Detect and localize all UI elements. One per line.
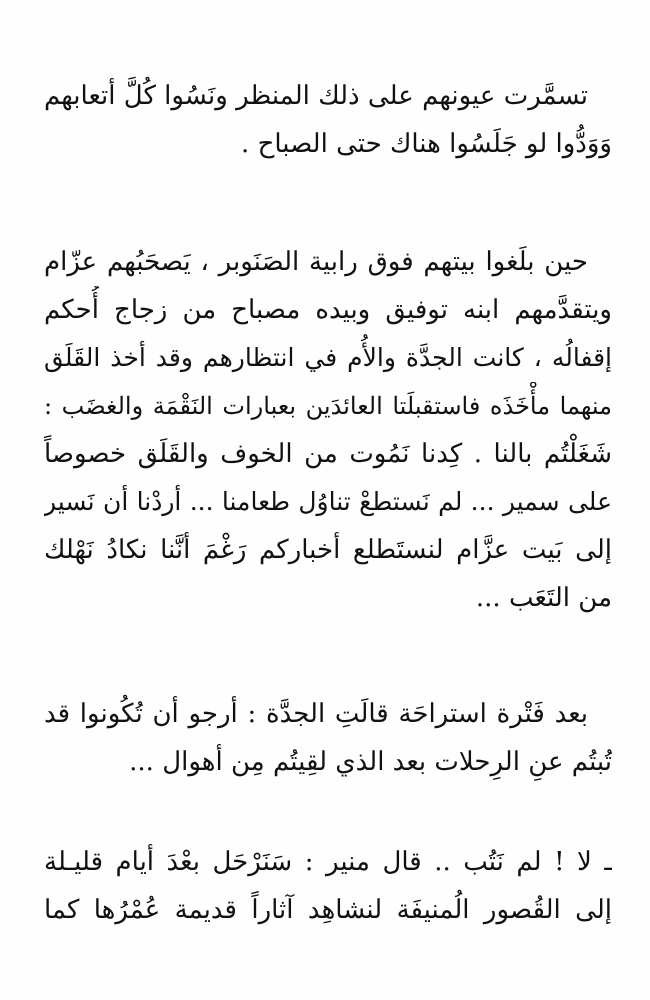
text-line: وَوَدُّوا لو جَلَسُوا هناك حتى الصباح . [241, 129, 612, 159]
text-line: ويتقدَّمهم ابنه توفيق وبيده مصباح من زجاج أُحكم [44, 295, 612, 325]
text-line: إلى القُصور الُمنيفَة لنشاهِد آثاراً قديمة عُمْرُها كما [44, 895, 612, 925]
text-line: حين بلَغوا بيتهم فوق رابية الصَنَوبر ، يَصحَبُهم عزّام [44, 247, 588, 277]
text-line: شَغَلْتُم بالنا . كِدنا نَمُوت من الخوف والقَلَق خصوصاً [44, 439, 612, 469]
text-line: إقفالُه ، كانت الجدَّة والأُم في انتظارهم وقد أخذ القَلَق [44, 343, 612, 372]
text-line: تسمَّرت عيونهم على ذلك المنظر ونَسُوا كُلَّ أتعابهم [44, 81, 588, 111]
text-line: بعد فَتْرة استراحَة قالَتِ الجدَّة : أرجو أن تُكُونوا قد [44, 699, 588, 729]
text-line: إلى بَيت عزَّام لنستَطلع أخباركم رَغْمَ أنَّنا نكادُ نَهْلك [44, 535, 612, 565]
text-line: ـ لا ! لم نَتُب .. قال منير : سَنَرْحَل بعْدَ أيام قليـلة [44, 847, 612, 877]
text-line: من التَعَب ... [475, 583, 612, 613]
text-line: منهما مأْخَذَه فاستقبلَتا العائدَين بعبارات النَقْمَة والغضَب : [44, 392, 612, 420]
book-page [44, 0, 612, 1000]
text-line: تُبتُم عنِ الرِحلات بعد الذي لقِيتُم مِن أهوال ... [129, 747, 612, 777]
text-line: على سمير ... لم نَستطعْ تناوُل طعامنا ... أردْنا أن نَسير [44, 487, 612, 516]
